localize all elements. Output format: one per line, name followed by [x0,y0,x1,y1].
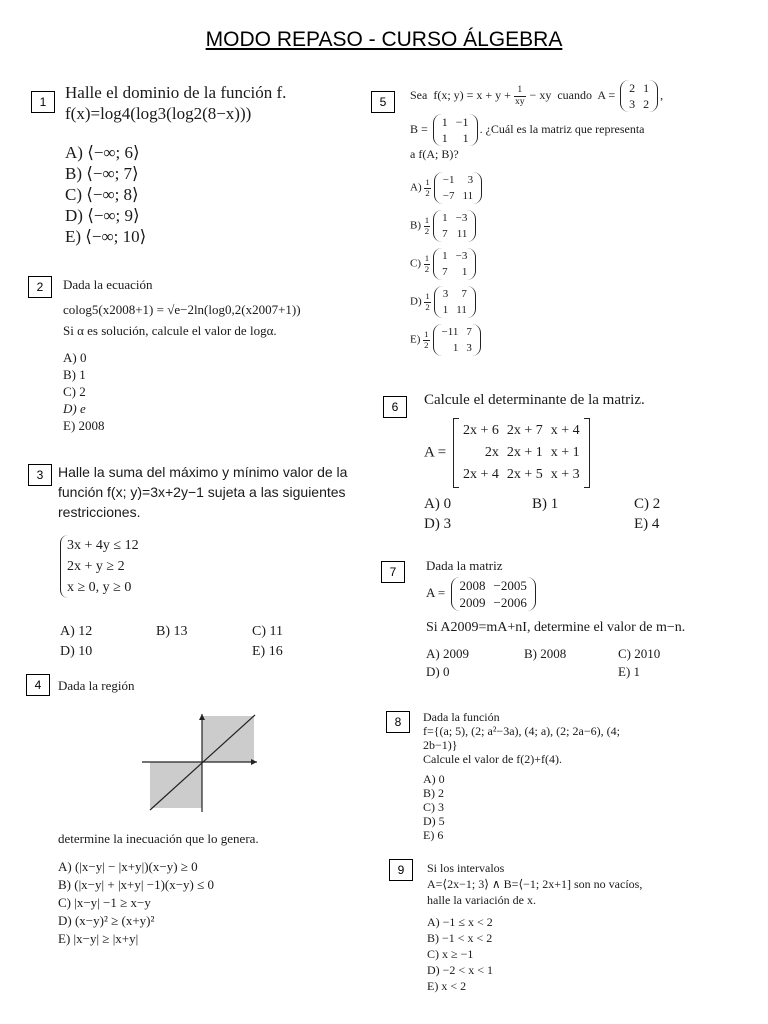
option-b: B) ⟨−∞; 7⟩ [65,164,139,183]
problem-7-matrix-line [426,577,685,611]
function-lhs: f(x; y) = x + y + [433,87,511,102]
problem-number-5: 5 [371,91,395,113]
problem-5 [410,80,730,362]
option-d: D) $\frac{1}{2}$ 3 7 1 11 [410,286,730,318]
problem-8-function-line-1: f={(a; 5), (2; a²−3a), (4; a), (2; 2a−6), (4; [423,724,620,738]
function-rhs: − xy [529,87,552,102]
problem-6-options [424,494,660,534]
matrix-a-label: A = [597,87,616,102]
problem-3-constraints [60,535,139,598]
problem-9-options [427,914,642,994]
shaded-region-lower-left [150,762,202,808]
problem-6-matrix-line [424,418,660,488]
matrix-b-label: B = [410,121,428,136]
problem-4 [58,830,259,948]
option-e: E) $\frac{1}{2}$ −11 7 1 3 [410,324,730,356]
problem-4-statement: determine la inecuación que lo genera. [58,831,259,846]
problem-2-statement: Si α es solución, calcule el valor de logα. [63,323,277,338]
problem-6-statement: Calcule el determinante de la matriz. [424,392,645,408]
option-a: A) 0 [63,350,87,365]
option-b: B) 1 [532,496,559,512]
constraint-3: x ≥ 0, y ≥ 0 [67,580,132,595]
option-e: E) 2008 [63,418,105,433]
fraction-one-half: $\frac{1}{2}$ [425,291,430,312]
option-e: E) ⟨−∞; 10⟩ [65,227,147,246]
problem-1-equation: f(x)=log4(log3(log2(8−x))) [65,104,252,123]
problem-number-6: 6 [383,396,407,418]
option-d: D) 5 [423,814,445,828]
option-e-matrix: −11 7 1 3 [433,324,481,356]
option-b: B) 2 [423,786,444,800]
problem-7-options [426,645,685,681]
option-d: D) 3 [424,516,452,532]
option-a: A) 12 [60,624,93,639]
problem-2-equation: colog5(x2008+1) = √e−2ln(log0,2(x2007+1)) [63,302,301,317]
problem-5-matrix-b-line [410,114,730,146]
option-e: E) 16 [252,644,283,659]
cuando-label: cuando [557,87,592,102]
option-d: D) (x−y)² ≥ (x+y)² [58,913,155,928]
option-e: E) |x−y| ≥ |x+y| [58,931,139,946]
problem-2-intro: Dada la ecuación [63,277,153,292]
option-c: C) ⟨−∞; 8⟩ [65,185,139,204]
option-c: C) $\frac{1}{2}$ 1 −3 7 1 [410,248,730,280]
option-b: B) 1 [63,367,86,382]
option-e: E) 6 [423,828,444,842]
problem-1-options [65,142,286,247]
option-e: E) 1 [618,664,641,679]
option-a-matrix: −1 3 −7 11 [434,172,482,204]
problem-number-9: 9 [389,859,413,881]
problem-2 [63,276,301,434]
option-c: C) 11 [252,624,283,639]
option-b: B) (|x−y| + |x+y| −1)(x−y) ≤ 0 [58,877,215,892]
option-b: B) −1 < x < 2 [427,931,493,945]
option-d: D) 0 [426,664,450,679]
option-e: E) x < 2 [427,979,467,993]
option-d-matrix: 3 7 1 11 [434,286,476,318]
problem-number-8: 8 [386,711,410,733]
problem-number-2: 2 [28,276,52,298]
option-b: B) $\frac{1}{2}$ 1 −3 7 11 [410,210,730,242]
problem-9-statement-line-1: Si los intervalos [427,861,505,875]
problem-5-question: . ¿Cuál es la matriz que representa [479,121,645,136]
matrix-b: 1 −1 1 1 [433,114,478,146]
option-c: C) x ≥ −1 [427,947,474,961]
option-c: C) |x−y| −1 ≥ x−y [58,895,151,910]
problem-8-options [423,772,620,842]
problem-4-intro: Dada la región [58,678,135,693]
option-c: C) 2010 [618,646,661,661]
matrix-a-label: A = [426,584,446,600]
problem-8-function-line-2: 2b−1)} [423,738,458,752]
problem-9 [427,860,642,994]
problem-6 [424,390,660,534]
fraction-one-half: $\frac{1}{2}$ [425,177,430,198]
sea-label: Sea [410,87,428,102]
option-a: A) 0 [423,772,445,786]
determinant-matrix: 2x + 6 2x + 7 x + 4 2x 2x + 1 x + 1 2x + 4 2x + 5 x + 3 [453,418,590,488]
constraint-2: 2x + y ≥ 2 [67,559,125,574]
problem-3 [58,462,347,522]
problem-9-statement-line-2: A=⟨2x−1; 3⟩ ∧ B=⟨−1; 2x+1] son no vacíos, [427,877,643,891]
option-d: D) 10 [60,644,93,659]
problem-2-options [63,349,301,434]
problem-5-options [410,172,730,356]
problem-7 [426,557,685,681]
problem-7-statement: Si A2009=mA+nI, determine el valor de m−n. [426,620,686,635]
option-a: A) $\frac{1}{2}$ −1 3 −7 11 [410,172,730,204]
option-a: A) ⟨−∞; 6⟩ [65,143,140,162]
option-a: A) −1 ≤ x < 2 [427,915,493,929]
matrix-a-label: A = [424,444,447,461]
problem-7-matrix: 2008 −2005 2009 −2006 [451,577,536,611]
problem-3-statement-line-2: función f(x; y)=3x+2y−1 sujeta a las siguientes [58,484,346,500]
option-b: B) 13 [156,624,188,639]
problem-9-statement-line-3: halle la variación de x. [427,893,536,907]
option-a: A) 0 [424,496,452,512]
problem-7-intro: Dada la matriz [426,558,503,573]
constraint-1: 3x + 4y ≤ 12 [67,538,139,553]
fraction-one-half: $\frac{1}{2}$ [424,253,430,274]
problem-8 [423,710,620,842]
problem-8-intro: Dada la función [423,710,500,724]
problem-3-options [60,622,283,662]
problem-number-3: 3 [28,464,52,486]
option-d: D) e [63,401,86,416]
option-b-matrix: 1 −3 7 11 [433,210,476,242]
option-d: D) −2 < x < 1 [427,963,493,977]
option-b: B) 2008 [524,646,567,661]
problem-3-statement-line-1: Halle la suma del máximo y mínimo valor de la [58,464,348,480]
problem-1 [65,82,286,247]
problem-3-statement-line-3: restricciones. [58,504,141,520]
option-e: E) 4 [634,516,660,532]
page-title: MODO REPASO - CURSO ÁLGEBRA [205,28,563,51]
matrix-a: 2 1 3 2 [620,80,658,112]
option-c-matrix: 1 −3 7 1 [433,248,476,280]
option-c: C) 2 [63,384,86,399]
option-c: C) 2 [634,496,661,512]
option-a: A) 2009 [426,646,469,661]
problem-5-question-end: a f(A; B)? [410,147,459,161]
problem-number-4: 4 [26,674,50,696]
problem-5-function-line: Sea f(x; y) = x + y + $\frac{1}{xy}$ − xy cuando A = 2 1 3 2 , [410,81,664,111]
problem-4-region-graph [142,712,260,812]
fraction-one-half: $\frac{1}{2}$ [424,215,430,236]
problem-1-statement: Halle el dominio de la función f. [65,83,287,102]
fraction-one-over-xy: $\frac{1}{xy}$ [514,84,525,107]
fraction-one-half: $\frac{1}{2}$ [424,329,429,350]
option-c: C) 3 [423,800,444,814]
problem-number-7: 7 [381,561,405,583]
option-a: A) (|x−y| − |x+y|)(x−y) ≥ 0 [58,859,198,874]
problem-8-statement: Calcule el valor de f(2)+f(4). [423,752,563,766]
problem-number-1: 1 [31,91,55,113]
option-d: D) ⟨−∞; 9⟩ [65,206,140,225]
